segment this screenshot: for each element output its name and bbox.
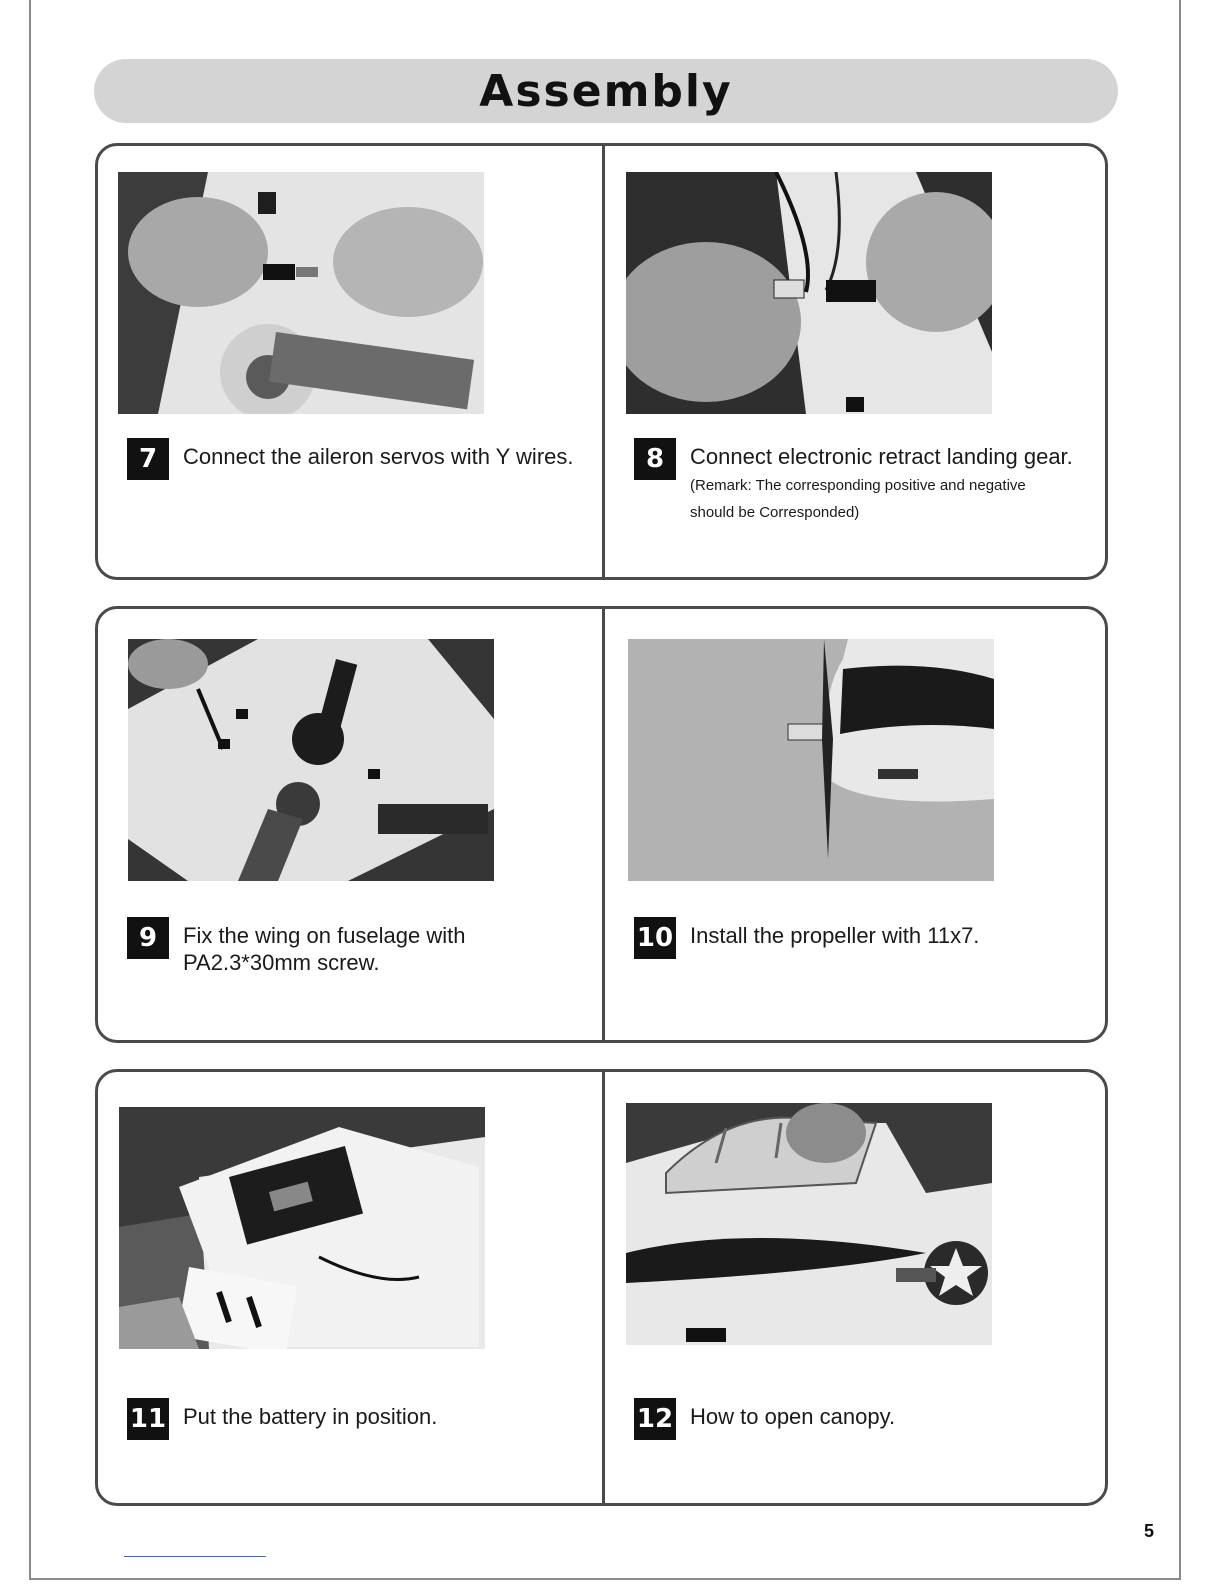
- panel-divider: [602, 1072, 605, 1503]
- step-number-badge: 7: [127, 438, 169, 480]
- step-11: [127, 1398, 437, 1440]
- step-number-badge: 8: [634, 438, 676, 480]
- assembly-panel-3: [95, 1069, 1108, 1506]
- step-instruction: Install the propeller with 11x7.: [690, 923, 980, 948]
- step-instruction: Connect electronic retract landing gear.: [690, 444, 1073, 469]
- photo-canopy-open: [626, 1103, 992, 1345]
- step-9: [127, 917, 466, 976]
- assembly-panel-2: [95, 606, 1108, 1043]
- step-number-badge: 11: [127, 1398, 169, 1440]
- step-8: [634, 438, 1073, 526]
- step-instruction: Fix the wing on fuselage with PA2.3*30mm screw.: [183, 923, 466, 975]
- photo-wing-screw-fixing: [128, 639, 494, 881]
- step-instruction: How to open canopy.: [690, 1404, 896, 1429]
- footer-link-underline: [124, 1556, 266, 1557]
- photo-retract-gear-connection: [626, 172, 992, 414]
- title-banner: [94, 59, 1118, 123]
- step-number-badge: 9: [127, 917, 169, 959]
- step-7: [127, 438, 574, 480]
- step-12: [634, 1398, 895, 1440]
- step-instruction: Put the battery in position.: [183, 1404, 438, 1429]
- panel-divider: [602, 609, 605, 1040]
- assembly-panel-1: [95, 143, 1108, 580]
- panel-divider: [602, 146, 605, 577]
- step-remark: (Remark: The corresponding positive and negative should be Corresponded): [690, 477, 1026, 521]
- step-number-badge: 12: [634, 1398, 676, 1440]
- photo-battery-position: [119, 1107, 485, 1349]
- page-title: Assembly: [479, 65, 733, 117]
- photo-propeller-install: [628, 639, 994, 881]
- step-10: [634, 917, 979, 959]
- photo-aileron-servo-connection: [118, 172, 484, 414]
- step-number-badge: 10: [634, 917, 676, 959]
- step-instruction: Connect the aileron servos with Y wires.: [183, 444, 574, 469]
- page-number: 5: [1144, 1521, 1155, 1541]
